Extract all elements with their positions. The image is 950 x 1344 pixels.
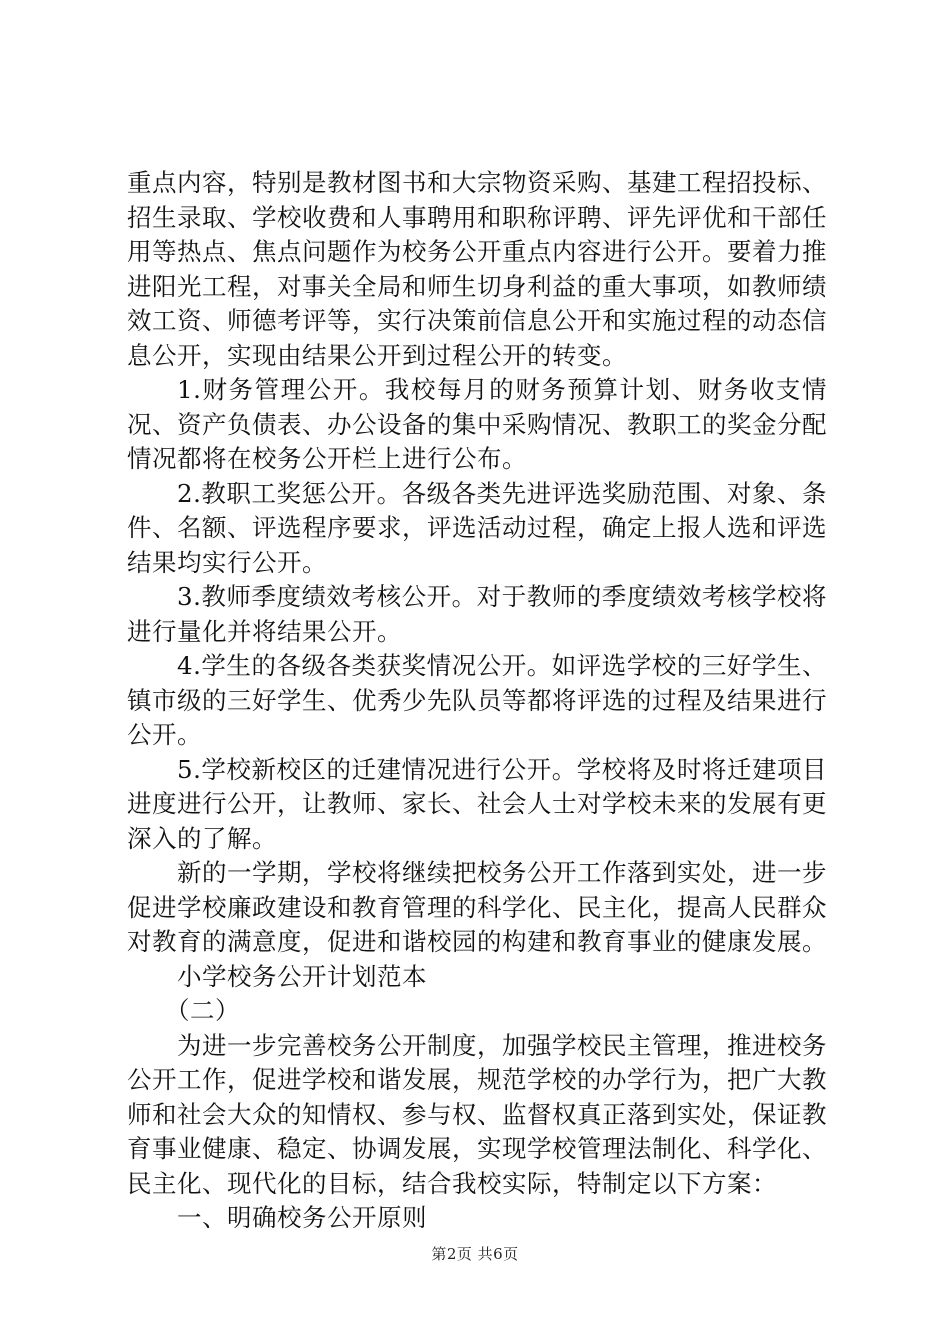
document-body xyxy=(127,166,827,1236)
paragraph-intro: 为进一步完善校务公开制度，加强学校民主管理，推进校务公开工作，促进学校和谐发展，规范学校的办学行为，把广大教师和社会大众的知情权、参与权、监督权真正落到实处，保证教育事业健康、稳定、协调发展，实现学校管理法制化、科学化、民主化、现代化的目标，结合我校实际，特制定以下方案： xyxy=(127,1030,827,1198)
paragraph-item-4: 4.学生的各级各类获奖情况公开。如评选学校的三好学生、镇市级的三好学生、优秀少先队员等都将评选的过程及结果进行公开。 xyxy=(127,651,827,749)
paragraph-item-5: 5.学校新校区的迁建情况进行公开。学校将及时将迁建项目进度进行公开，让教师、家长、社会人士对学校未来的发展有更深入的了解。 xyxy=(127,754,827,853)
paragraph-conclusion: 新的一学期，学校将继续把校务公开工作落到实处，进一步促进学校廉政建设和教育管理的科学化、民主化，提高人民群众对教育的满意度，促进和谐校园的构建和教育事业的健康发展。 xyxy=(127,858,827,956)
paragraph-continuation: 重点内容，特别是教材图书和大宗物资采购、基建工程招投标、招生录取、学校收费和人事聘用和职称评聘、评先评优和干部任用等热点、焦点问题作为校务公开重点内容进行公开。要着力推进阳光工程，对事关全局和师生切身利益的重大事项，如教师绩效工资、师德考评等，实行决策前信息公开和实施过程的动态信息公开，实现由结果公开到过程公开的转变。 xyxy=(127,168,827,370)
section-title: 小学校务公开计划范本 xyxy=(177,961,427,991)
section-number: （二） xyxy=(165,996,240,1025)
subsection-heading: 一、明确校务公开原则 xyxy=(177,1203,427,1232)
paragraph-item-2: 2.教职工奖惩公开。各级各类先进评选奖励范围、对象、条件、名额、评选程序要求，评选活动过程，确定上报人选和评选结果均实行公开。 xyxy=(127,478,827,577)
paragraph-item-3: 3.教师季度绩效考核公开。对于教师的季度绩效考核学校将进行量化并将结果公开。 xyxy=(127,582,827,646)
paragraph-item-1: 1.财务管理公开。我校每月的财务预算计划、财务收支情况、资产负债表、办公设备的集中采购情况、教职工的奖金分配情况都将在校务公开栏上进行公布。 xyxy=(127,375,827,473)
page-footer: 第2页 共6页 xyxy=(431,1245,519,1263)
